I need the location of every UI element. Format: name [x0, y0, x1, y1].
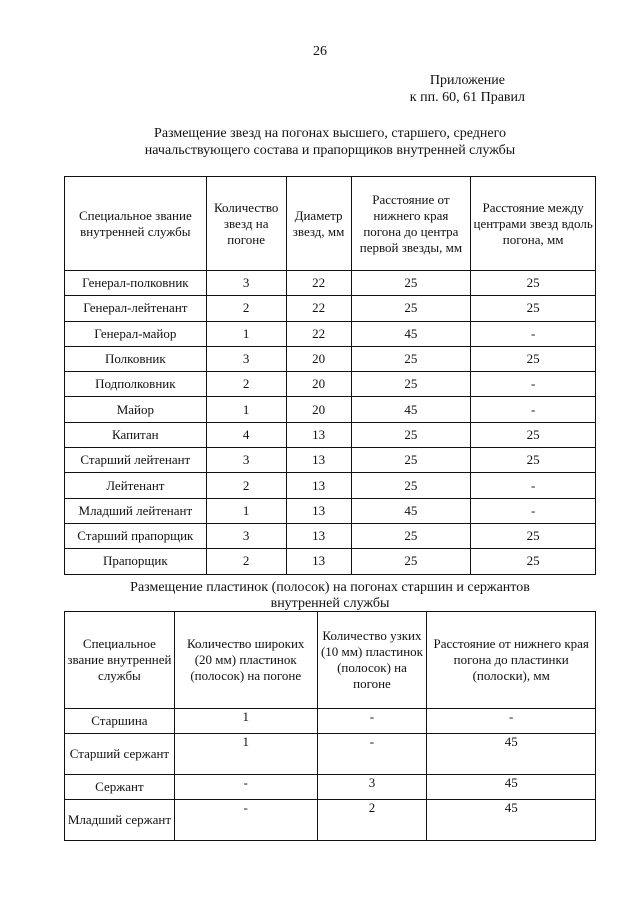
cell: 45 [351, 397, 471, 422]
cell: 25 [351, 523, 471, 548]
table-row [65, 397, 596, 422]
cell: 25 [471, 523, 596, 548]
header-rank: Специальное звание внутренней службы [65, 612, 175, 709]
rank-cell: Майор [65, 397, 207, 422]
header-rank: Специальное звание внутренней службы [65, 177, 207, 271]
rank-cell: Младший лейтенант [65, 498, 207, 523]
header-distance-between-stars: Расстояние между центрами звезд вдоль погона, мм [471, 177, 596, 271]
table-row [65, 271, 596, 296]
cell: 13 [286, 549, 351, 574]
cell: 22 [286, 296, 351, 321]
cell: 3 [206, 523, 286, 548]
cell: 25 [471, 296, 596, 321]
stripes-placement-table [64, 611, 596, 841]
cell: 1 [206, 321, 286, 346]
cell: 45 [427, 775, 596, 800]
rank-cell: Старшина [65, 709, 175, 734]
page-number: 26 [313, 44, 327, 59]
cell: 25 [351, 422, 471, 447]
cell: - [471, 372, 596, 397]
rank-cell: Старший прапорщик [65, 523, 207, 548]
cell: 2 [206, 549, 286, 574]
cell: 13 [286, 523, 351, 548]
rank-cell: Младший сержант [65, 800, 175, 841]
cell: 3 [206, 448, 286, 473]
cell: 3 [206, 346, 286, 371]
cell: - [427, 709, 596, 734]
header-star-diameter: Диаметр звезд, мм [286, 177, 351, 271]
cell: 45 [351, 321, 471, 346]
cell: 20 [286, 346, 351, 371]
cell: 1 [206, 397, 286, 422]
header-narrow-stripes: Количество узких (10 мм) пластинок (полосок) на погоне [317, 612, 427, 709]
cell: 22 [286, 321, 351, 346]
rank-cell: Капитан [65, 422, 207, 447]
table-row [65, 523, 596, 548]
table-row [65, 734, 596, 775]
cell: - [471, 321, 596, 346]
cell: 20 [286, 397, 351, 422]
cell: 25 [351, 346, 471, 371]
cell: 25 [351, 549, 471, 574]
cell: 25 [351, 372, 471, 397]
appendix-line-1: Приложение [429, 73, 505, 88]
cell: 25 [471, 271, 596, 296]
rank-cell: Лейтенант [65, 473, 207, 498]
table-row [65, 800, 596, 841]
cell: 2 [317, 800, 427, 841]
cell: 45 [351, 498, 471, 523]
rank-cell: Прапорщик [65, 549, 207, 574]
table2-title: Размещение пластинок (полосок) на погонах старшин и сержантов внутренней службы [130, 580, 530, 611]
cell: 13 [286, 498, 351, 523]
cell: - [471, 498, 596, 523]
table-row [65, 346, 596, 371]
cell: 2 [206, 372, 286, 397]
rank-cell: Подполковник [65, 372, 207, 397]
table-row [65, 296, 596, 321]
cell: 20 [286, 372, 351, 397]
header-wide-stripes: Количество широких (20 мм) пластинок (полосок) на погоне [174, 612, 317, 709]
cell: - [317, 734, 427, 775]
table-row [65, 321, 596, 346]
cell: 1 [174, 734, 317, 775]
table1-title: Размещение звезд на погонах высшего, старшего, среднего начальствующего состава и прапорщиков внутренней службы [144, 126, 516, 158]
table-row [65, 473, 596, 498]
appendix-note [410, 72, 525, 106]
cell: - [471, 473, 596, 498]
rank-cell: Генерал-полковник [65, 271, 207, 296]
cell: 25 [351, 296, 471, 321]
cell: 25 [351, 271, 471, 296]
appendix-line-2: к пп. 60, 61 Правил [409, 90, 525, 105]
cell: 2 [206, 296, 286, 321]
cell: 25 [351, 473, 471, 498]
cell: 1 [174, 709, 317, 734]
cell: 1 [206, 498, 286, 523]
table-row [65, 498, 596, 523]
cell: 25 [471, 346, 596, 371]
cell: 45 [427, 734, 596, 775]
rank-cell: Полковник [65, 346, 207, 371]
cell: 25 [471, 448, 596, 473]
rank-cell: Старший лейтенант [65, 448, 207, 473]
cell: 2 [206, 473, 286, 498]
rank-cell: Сержант [65, 775, 175, 800]
table-row [65, 775, 596, 800]
cell: - [174, 775, 317, 800]
cell: 25 [471, 422, 596, 447]
cell: 4 [206, 422, 286, 447]
table-row [65, 422, 596, 447]
cell: 13 [286, 448, 351, 473]
stars-placement-table [64, 176, 596, 575]
rank-cell: Старший сержант [65, 734, 175, 775]
cell: 13 [286, 473, 351, 498]
cell: 45 [427, 800, 596, 841]
cell: - [174, 800, 317, 841]
table-row [65, 372, 596, 397]
header-star-count: Количество звезд на погоне [206, 177, 286, 271]
table-row [65, 709, 596, 734]
table-row [65, 448, 596, 473]
rank-cell: Генерал-лейтенант [65, 296, 207, 321]
table-row [65, 549, 596, 574]
header-distance-stripe: Расстояние от нижнего края погона до пластинки (полоски), мм [427, 612, 596, 709]
cell: - [317, 709, 427, 734]
cell: 22 [286, 271, 351, 296]
cell: - [471, 397, 596, 422]
cell: 25 [471, 549, 596, 574]
cell: 13 [286, 422, 351, 447]
header-distance-first-star: Расстояние от нижнего края погона до центра первой звезды, мм [351, 177, 471, 271]
cell: 25 [351, 448, 471, 473]
rank-cell: Генерал-майор [65, 321, 207, 346]
cell: 3 [317, 775, 427, 800]
cell: 3 [206, 271, 286, 296]
